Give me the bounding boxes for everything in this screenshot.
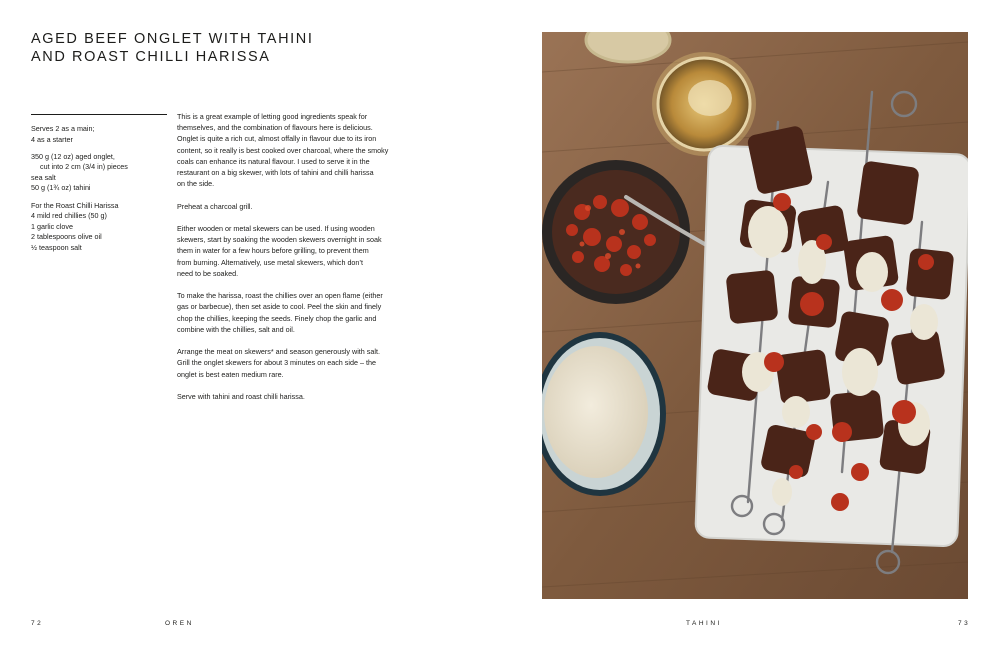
recipe-title-line-1: AGED BEEF ONGLET WITH TAHINI [31, 31, 314, 47]
method-line: restaurant on a big skewer, with lots of tahini and chilli harissa [177, 168, 374, 178]
method-line: them in water for a few hours before grilling, to prevent them [177, 246, 369, 256]
method-paragraph [177, 111, 467, 189]
method-paragraph [177, 346, 467, 380]
ingredient-item: ½ teaspoon salt [31, 242, 82, 252]
method-paragraph [177, 290, 467, 335]
method-line: Grill the onglet skewers for about 3 minutes on each side – the [177, 358, 376, 368]
ingredients-list [31, 124, 171, 254]
method-line: Either wooden or metal skewers can be used. If using wooden [177, 224, 375, 233]
method-line: This is a great example of letting good ingredients speak for [177, 112, 368, 121]
method-line: Onglet is quite a rich cut, almost offally in flavour due to its iron [177, 134, 377, 144]
method-line: Serve with tahini and roast chilli harissa. [177, 392, 305, 401]
method-line: onglet is best eaten medium rare. [177, 369, 284, 379]
method-line: need to be soaked. [177, 268, 239, 278]
method-line: themselves, and the combination of flavours here is delicious. [177, 123, 373, 133]
method-text [177, 111, 467, 413]
method-line: Arrange the meat on skewers* and season generously with salt. [177, 347, 380, 357]
method-line: To make the harissa, roast the chillies over an open flame (either [177, 291, 383, 301]
method-line: content, so it really is best cooked over charcoal, where the smoky [177, 145, 389, 155]
ingredient-item: 350 g (12 oz) aged onglet, [31, 151, 115, 161]
method-line: combine with the chillies, salt and oil. [177, 324, 295, 334]
ingredient-item: 2 tablespoons olive oil [31, 232, 102, 242]
serves-line: Serves 2 as a main; [31, 124, 95, 133]
ingredient-item: 1 garlic clove [31, 221, 73, 231]
method-line: skewers, start by soaking the wooden skewers overnight in soak [177, 235, 382, 245]
tahini [544, 346, 648, 478]
food-photo-illustration [542, 32, 968, 599]
running-head-left: OREN [165, 620, 194, 627]
ingredient-item: sea salt [31, 172, 56, 182]
method-paragraph [177, 223, 467, 279]
recipe-title [31, 30, 331, 66]
running-head-right: TAHINI [686, 620, 722, 627]
page-number-left: 72 [31, 620, 44, 627]
recipe-title-line-2: AND ROAST CHILLI HARISSA [31, 49, 271, 65]
method-line: on the side. [177, 179, 215, 189]
serves-line: 4 as a starter [31, 134, 73, 144]
ingredient-item: 4 mild red chillies (50 g) [31, 211, 107, 221]
method-paragraph [177, 201, 467, 212]
page-number-right: 73 [958, 620, 971, 627]
method-line: from burning. Alternatively, use metal skewers, which don’t [177, 257, 364, 267]
method-line: coals can enhance its natural flavour. I used to serve it in the [177, 156, 370, 166]
harissa-heading: For the Roast Chilli Harissa [31, 200, 119, 210]
ingredient-item: cut into 2 cm (3/4 in) pieces [40, 162, 128, 172]
food-photo [542, 32, 968, 599]
method-line: gas or barbecue), then set aside to cool. Peel the skin and finely [177, 302, 382, 312]
ingredient-item: 50 g (1¾ oz) tahini [31, 183, 91, 193]
method-paragraph [177, 391, 467, 402]
method-line: Preheat a charcoal grill. [177, 201, 253, 211]
ingredients-divider [31, 114, 167, 115]
method-line: chop the chillies, keeping the seeds. Finely chop the garlic and [177, 313, 377, 323]
